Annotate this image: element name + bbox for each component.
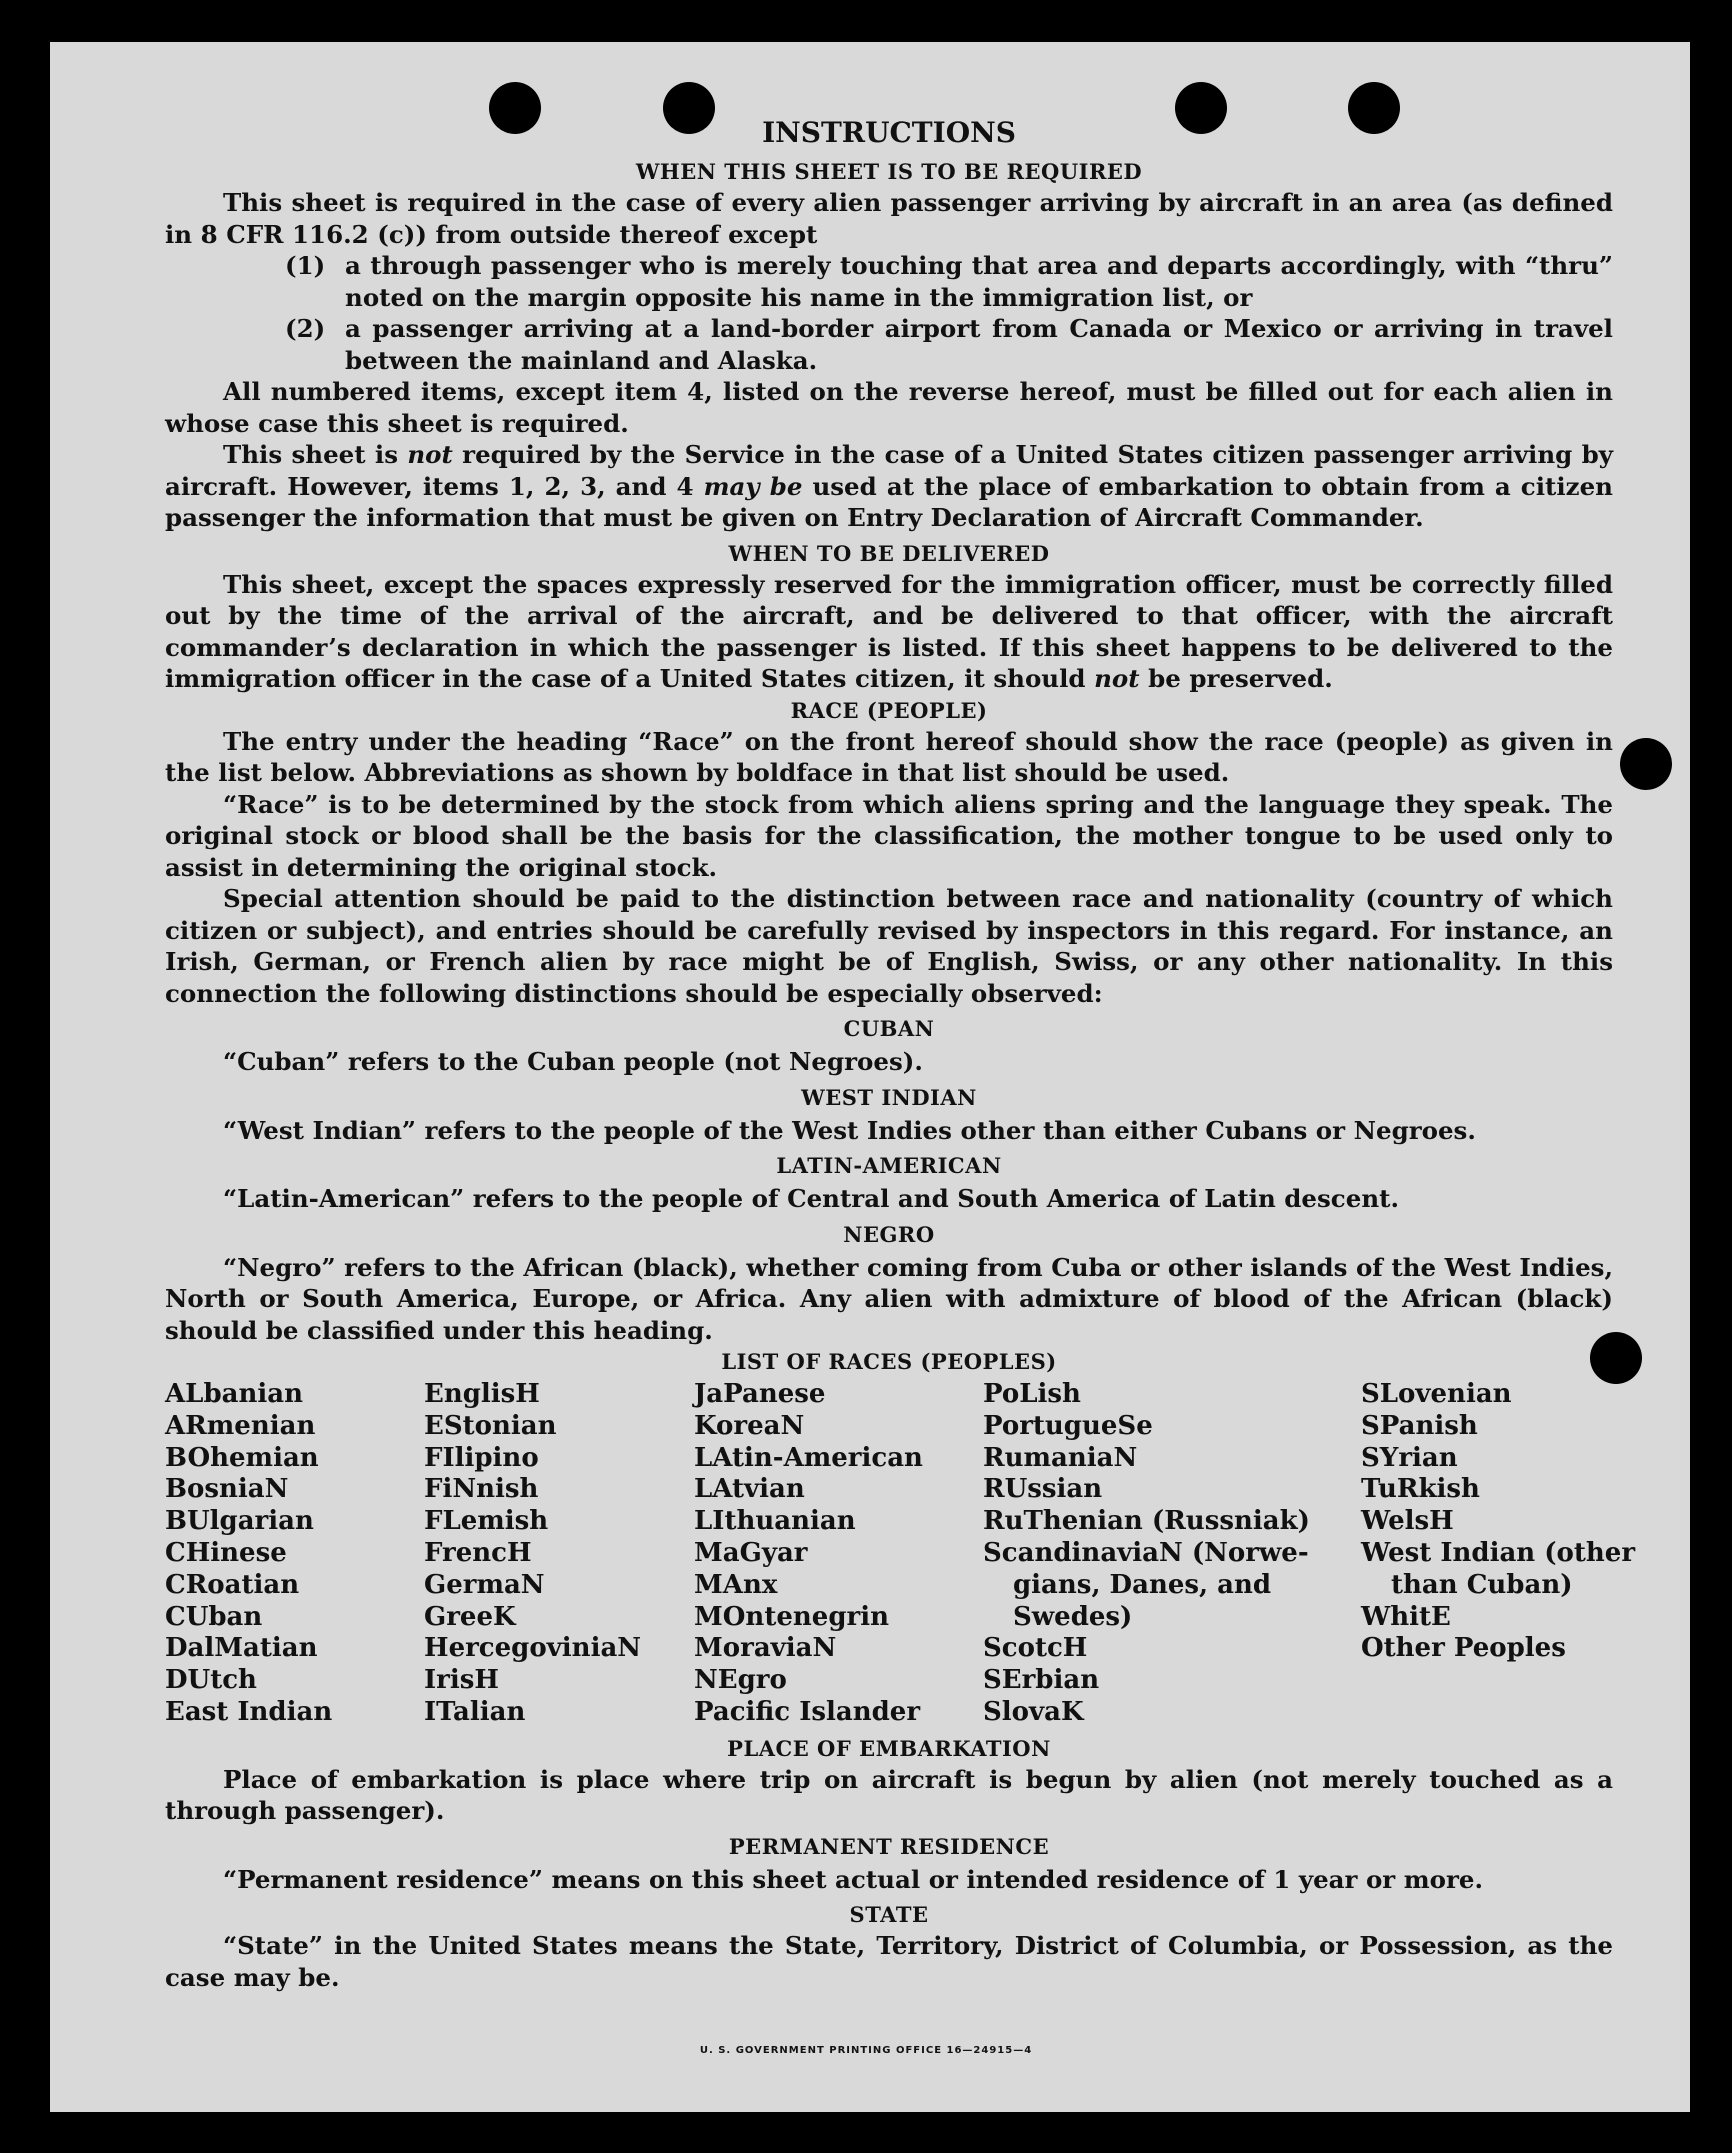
race-text-a: The entry under the heading “Race” on the front hereof should show the race (people) as given in the list below. Abbreviations as shown by [165, 726, 1613, 787]
race-entry: SlovaK [983, 1696, 1084, 1727]
citizen-emphasis-not: not [407, 440, 453, 469]
instructions-content [165, 110, 1636, 1993]
section-heading-list-of-races: LIST OF RACES (PEOPLES) [721, 1349, 1057, 1374]
race-entry: TuRkish [1361, 1474, 1480, 1505]
race-entry-continuation: Swedes) [1013, 1601, 1133, 1632]
negro-definition: “Negro” refers to the African (black), whether coming from Cuba or other islands of the West Indies, North or South America, Europe, or Africa. Any alien with admixture of blood of the African (black) should be classified under this heading. [165, 1252, 1613, 1345]
race-entry: ScotcH [983, 1633, 1088, 1664]
race-entry: EnglisH [424, 1379, 540, 1409]
race-entry: BosniaN [165, 1474, 289, 1505]
race-entry: LAtvian [694, 1474, 805, 1505]
state-definition: “State” in the United States means the State, Territory, District of Columbia, or Possession, as the case may be. [165, 1931, 1613, 1992]
race-entry: PortugueSe [983, 1410, 1153, 1441]
section-heading-cuban: CUBAN [843, 1016, 935, 1041]
when-required-intro: This sheet is required in the case of every alien passenger arriving by aircraft in an area (as defined in 8 CFR 116.2 (c)) from outside thereof except [165, 188, 1613, 249]
exception-number: (1) [285, 251, 326, 280]
race-entry: EStonian [424, 1410, 557, 1441]
race-entry: ARmenian [165, 1410, 316, 1441]
delivered-emphasis-not: not [1094, 664, 1140, 693]
cuban-definition: “Cuban” refers to the Cuban people (not Negroes). [223, 1047, 923, 1076]
race-entry: East Indian [165, 1696, 333, 1727]
race-entry: SPanish [1361, 1410, 1478, 1441]
race-entry: FIlipino [424, 1442, 539, 1473]
race-entry: PoLish [983, 1379, 1081, 1409]
citizen-text-b: required by the Service in the case of a United States citizen passenger arriving by aircraft. However, items 1, 2, 3, and 4 [165, 440, 1613, 501]
race-paragraph-1 [165, 726, 1613, 789]
citizen-emphasis-may-be: may be [703, 471, 803, 501]
race-entry: WhitE [1361, 1601, 1451, 1632]
citizen-text-c: used at the place of embarkation to obtain from a citizen passenger the information that must be given on Entry Declaration of Aircraft Commander. [165, 471, 1613, 532]
race-entry: MaGyar [694, 1537, 808, 1568]
exception-item-1 [285, 250, 1613, 313]
race-entry: FiNnish [424, 1474, 539, 1505]
race-entry: GreeK [424, 1601, 516, 1632]
section-heading-embarkation: PLACE OF EMBARKATION [727, 1735, 1051, 1761]
section-heading-when-required: WHEN THIS SHEET IS TO BE REQUIRED [635, 159, 1143, 184]
race-entry: RumaniaN [983, 1442, 1138, 1473]
race-entry: SLovenian [1361, 1379, 1512, 1409]
race-entry: BUlgarian [165, 1506, 314, 1537]
delivered-text-b: be preserved. [1139, 664, 1333, 693]
punch-hole-5 [1620, 738, 1672, 790]
race-paragraph-2: “Race” is to be determined by the stock from which aliens spring and the language they speak. The original stock or blood shall be the basis for the classification, the mother tongue to be used only to assist in determining the original stock. [165, 789, 1613, 882]
races-column-4 [983, 1379, 1361, 1729]
races-column-2 [424, 1379, 694, 1729]
section-heading-state: STATE [849, 1902, 929, 1928]
races-column-1 [165, 1379, 424, 1729]
race-entry: Pacific Islander [694, 1696, 921, 1727]
race-entry: GermaN [424, 1569, 545, 1600]
residence-definition: “Permanent residence” means on this sheet actual or intended residence of 1 year or more. [223, 1864, 1484, 1894]
race-entry: HercegoviniaN [424, 1633, 642, 1664]
races-column-3 [694, 1379, 983, 1729]
races-column-5 [1361, 1379, 1636, 1729]
race-entry: West Indian (other [1361, 1537, 1636, 1568]
race-entry: DUtch [165, 1665, 257, 1696]
race-entry: SYrian [1361, 1442, 1458, 1473]
race-entry: Other Peoples [1361, 1633, 1566, 1664]
when-delivered-paragraph [165, 569, 1613, 695]
west-indian-definition: “West Indian” refers to the people of the West Indies other than either Cubans or Negroes. [223, 1115, 1476, 1145]
race-text-b: in that list should be used. [853, 758, 1230, 787]
race-entry: ScandinaviaN (Norwe- [983, 1537, 1309, 1568]
section-heading-race: RACE (PEOPLE) [790, 697, 988, 723]
printing-office-footer: U. S. GOVERNMENT PRINTING OFFICE 16—24915—4 [699, 2045, 1033, 2056]
page-title: INSTRUCTIONS [762, 116, 1016, 149]
exception-number: (2) [285, 314, 326, 343]
race-entry: DalMatian [165, 1633, 318, 1664]
embarkation-definition: Place of embarkation is place where trip on aircraft is begun by alien (not merely touched as a through passenger). [165, 1764, 1613, 1826]
race-entry: FLemish [424, 1506, 549, 1537]
race-entry: KoreaN [694, 1410, 805, 1441]
section-heading-negro: NEGRO [843, 1221, 935, 1247]
numbered-items-paragraph: All numbered items, except item 4, listed on the reverse hereof, must be filled out for each alien in whose case this sheet is required. [165, 377, 1613, 438]
race-entry: RUssian [983, 1474, 1103, 1505]
race-entry: IrisH [424, 1665, 499, 1696]
races-list [165, 1379, 1636, 1729]
race-entry: NEgro [694, 1665, 787, 1696]
section-heading-when-delivered: WHEN TO BE DELIVERED [728, 540, 1050, 566]
race-entry: ALbanian [165, 1379, 304, 1409]
exception-text: a through passenger who is merely touching that area and departs accordingly, with “thru” noted on the margin opposite his name in the immigration list, or [345, 251, 1613, 312]
race-entry: BOhemian [165, 1442, 319, 1473]
race-boldface-word: boldface [736, 758, 854, 787]
race-entry: LAtin-American [694, 1442, 923, 1473]
race-entry: WelsH [1361, 1506, 1454, 1537]
race-entry: CHinese [165, 1537, 287, 1568]
race-entry: ITalian [424, 1696, 526, 1727]
section-heading-west-indian: WEST INDIAN [801, 1084, 977, 1110]
race-entry-continuation: than Cuban) [1391, 1569, 1573, 1600]
race-entry: RuThenian (Russniak) [983, 1506, 1310, 1537]
race-entry: MAnx [694, 1569, 778, 1600]
section-heading-latin-american: LATIN-AMERICAN [776, 1153, 1002, 1178]
delivered-text-a: This sheet, except the spaces expressly reserved for the immigration officer, must be correctly filled out by the time of the arrival of the aircraft, and be delivered to that officer, with the aircraft commander’s declaration in which the passenger is listed. If this sheet happens to be delivered to the immigration officer in the case of a United States citizen, it should [165, 569, 1613, 693]
race-entry: CUban [165, 1601, 263, 1632]
exception-item-2 [285, 313, 1613, 376]
citizen-text-a: This sheet is [223, 440, 408, 469]
race-entry: JaPanese [694, 1379, 826, 1409]
race-entry: MoraviaN [694, 1633, 837, 1664]
race-entry: FrencH [424, 1537, 532, 1568]
exception-text: a passenger arriving at a land-border airport from Canada or Mexico or arriving in travel between the mainland and Alaska. [345, 314, 1613, 375]
race-entry: CRoatian [165, 1569, 300, 1600]
race-entry-continuation: gians, Danes, and [1013, 1569, 1272, 1600]
citizen-paragraph [165, 439, 1613, 534]
section-heading-permanent-residence: PERMANENT RESIDENCE [728, 1833, 1050, 1859]
race-entry: LIthuanian [694, 1506, 856, 1537]
race-entry: SErbian [983, 1665, 1100, 1696]
race-paragraph-3: Special attention should be paid to the distinction between race and nationality (country of which citizen or subject), and entries should be carefully revised by inspectors in this regard. For instance, an Irish, German, or French alien by race might be of English, Swiss, or any other nationality. In this connection the following distinctions should be especially observed: [165, 884, 1613, 1008]
latin-american-definition: “Latin-American” refers to the people of Central and South America of Latin descent. [223, 1184, 1399, 1213]
race-entry: MOntenegrin [694, 1601, 889, 1632]
